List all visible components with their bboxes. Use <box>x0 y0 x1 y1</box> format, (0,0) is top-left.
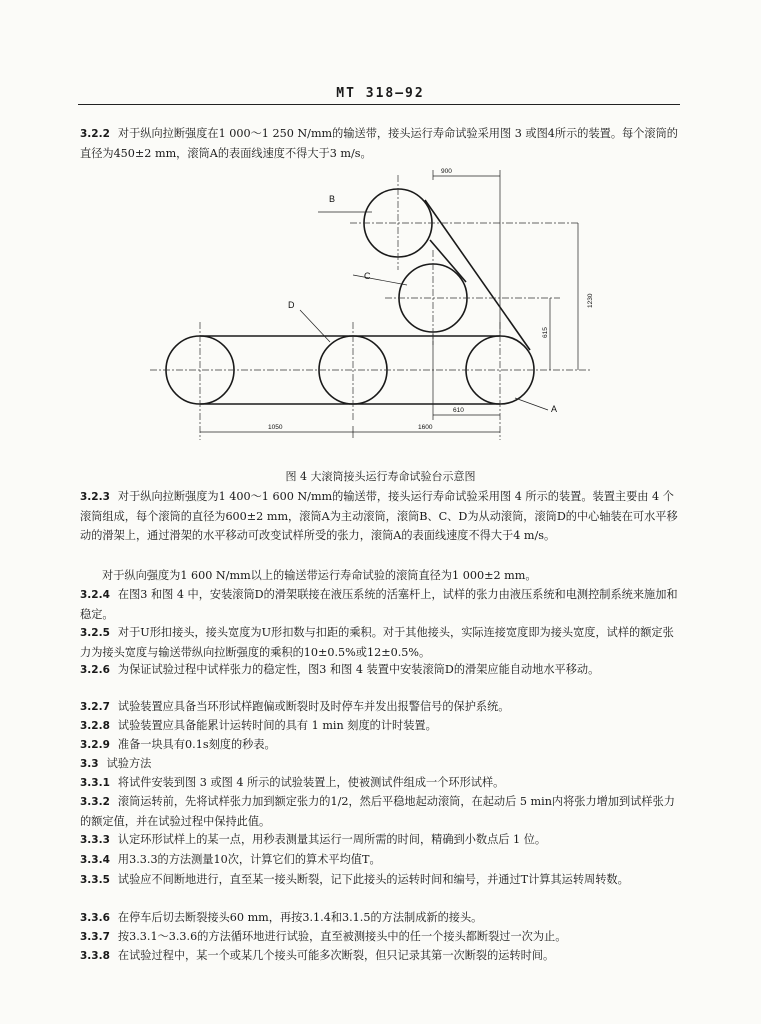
section-number: 3.3.7 <box>80 931 110 943</box>
label-a: A <box>551 404 558 414</box>
section-number: 3.3.4 <box>80 854 110 866</box>
section-text: 按3.3.1～3.3.6的方法循环地进行试验，直至被测接头中的任一个接头都断裂过一次为止。 <box>117 930 567 943</box>
section-3-3-5 <box>80 870 680 890</box>
belt-diagonal <box>425 200 530 350</box>
figure-4-diagram <box>0 0 761 470</box>
section-number: 3.2.6 <box>80 664 110 676</box>
section-3-2-9 <box>80 735 680 755</box>
section-text: 认定环形试样上的某一点，用秒表测量其运行一周所需的时间，精确到小数点后 1 位。 <box>117 833 547 846</box>
section-3-3-2 <box>80 792 680 831</box>
dim-1230: 1230 <box>587 293 594 308</box>
figure-caption: 图 4 大滚筒接头运行寿命试验台示意图 <box>285 470 476 483</box>
section-number: 3.2.4 <box>80 589 110 601</box>
section-number: 3.2.7 <box>80 701 110 713</box>
section-number: 3.2.2 <box>80 128 110 140</box>
section-text: 对于U形扣接头，接头宽度为U形扣数与扣距的乘积。对于其他接头，实际连接宽度即为接头宽度，试样的额定张力为接头宽度与输送带纵向拉断强度的乘积的10±0.5%或12±0.5%。 <box>80 626 674 659</box>
section-text: 试验装置应具备能累计运转时间的具有 1 min 刻度的计时装置。 <box>117 719 437 732</box>
label-c: C <box>364 271 371 281</box>
section-text: 准备一块具有0.1s刻度的秒表。 <box>117 738 276 751</box>
section-number: 3.2.9 <box>80 739 110 751</box>
section-text: 为保证试验过程中试样张力的稳定性，图3 和图 4 装置中安装滚筒D的滑架应能自动地水平移动。 <box>117 663 600 676</box>
page-header: MT 318—92 <box>336 86 425 101</box>
section-text: 在停车后切去断裂接头60 mm，再按3.1.4和3.1.5的方法制成新的接头。 <box>117 911 483 924</box>
dim-610: 610 <box>453 407 464 414</box>
section-text: 对于纵向拉断强度在1 000～1 250 N/mm的输送带，接头运行寿命试验采用图 3 或图4所示的装置。每个滚筒的直径为450±2 mm，滚筒A的表面线速度不得大于3 m/s。 <box>80 127 678 160</box>
dim-900: 900 <box>441 168 452 175</box>
section-text: 在试验过程中，某一个或某几个接头可能多次断裂，但只记录其第一次断裂的运转时间。 <box>117 949 555 962</box>
section-3-3 <box>80 754 680 774</box>
section-text: 将试件安装到图 3 或图 4 所示的试验装置上，使被测试件组成一个环形试样。 <box>117 776 505 789</box>
section-3-2-6 <box>80 660 680 680</box>
section-3-3-3 <box>80 830 680 850</box>
section-text: 试验应不间断地进行，直至某一接头断裂，记下此接头的运转时间和编号，并通过T计算其运转周转数。 <box>117 873 629 886</box>
section-3-3-8 <box>80 946 680 966</box>
section-text: 对于纵向拉断强度为1 400～1 600 N/mm的输送带，接头运行寿命试验采用图 4 所示的装置。装置主要由 4 个滚筒组成，每个滚筒的直径为600±2 mm，滚筒A为主动滚筒，滚筒B、C、D为从动滚筒，滚筒D的中心轴装在可水平移动的滑架上，通过滑架的水平移动可改变试样所受的张力，滚筒A的表面线速度不得大于4 m/s。 <box>80 490 678 542</box>
dim-615: 615 <box>542 327 549 338</box>
section-3-2-4 <box>80 585 680 624</box>
section-number: 3.3 <box>80 758 99 770</box>
section-number: 3.2.3 <box>80 491 110 503</box>
section-3-2-8 <box>80 716 680 736</box>
dim-1600: 1600 <box>418 424 433 431</box>
section-number: 3.3.5 <box>80 874 110 886</box>
section-3-2-3 <box>80 487 680 545</box>
label-d: D <box>288 300 295 310</box>
section-text: 在图3 和图 4 中，安装滚筒D的滑架联接在液压系统的活塞杆上，试样的张力由液压系统和电测控制系统来施加和稳定。 <box>80 588 678 621</box>
section-text: 试验装置应具备当环形试样跑偏或断裂时及时停车并发出报警信号的保护系统。 <box>117 700 510 713</box>
section-number: 3.3.3 <box>80 834 110 846</box>
section-number: 3.2.8 <box>80 720 110 732</box>
section-text: 试验方法 <box>106 757 152 770</box>
section-number: 3.3.8 <box>80 950 110 962</box>
section-3-3-7 <box>80 927 680 947</box>
section-3-3-4 <box>80 850 680 870</box>
section-number: 3.3.1 <box>80 777 110 789</box>
section-3-3-1 <box>80 773 680 793</box>
section-3-2-5 <box>80 623 680 662</box>
dim-1050: 1050 <box>268 424 283 431</box>
section-3-3-6 <box>80 908 680 928</box>
section-3-2-7 <box>80 697 680 717</box>
section-number: 3.2.5 <box>80 627 110 639</box>
section-number: 3.3.6 <box>80 912 110 924</box>
section-number: 3.3.2 <box>80 796 110 808</box>
section-text: 用3.3.3的方法测量10次，计算它们的算术平均值T。 <box>117 853 381 866</box>
section-text: 滚筒运转前，先将试样张力加到额定张力的1/2，然后平稳地起动滚筒，在起动后 5 min内将张力增加到试样张力的额定值，并在试验过程中保持此值。 <box>80 795 675 828</box>
section-3-2-3-note: 对于纵向强度为1 600 N/mm以上的输送带运行寿命试验的滚筒直径为1 000±2 mm。 <box>102 569 537 582</box>
label-b: B <box>329 194 336 204</box>
